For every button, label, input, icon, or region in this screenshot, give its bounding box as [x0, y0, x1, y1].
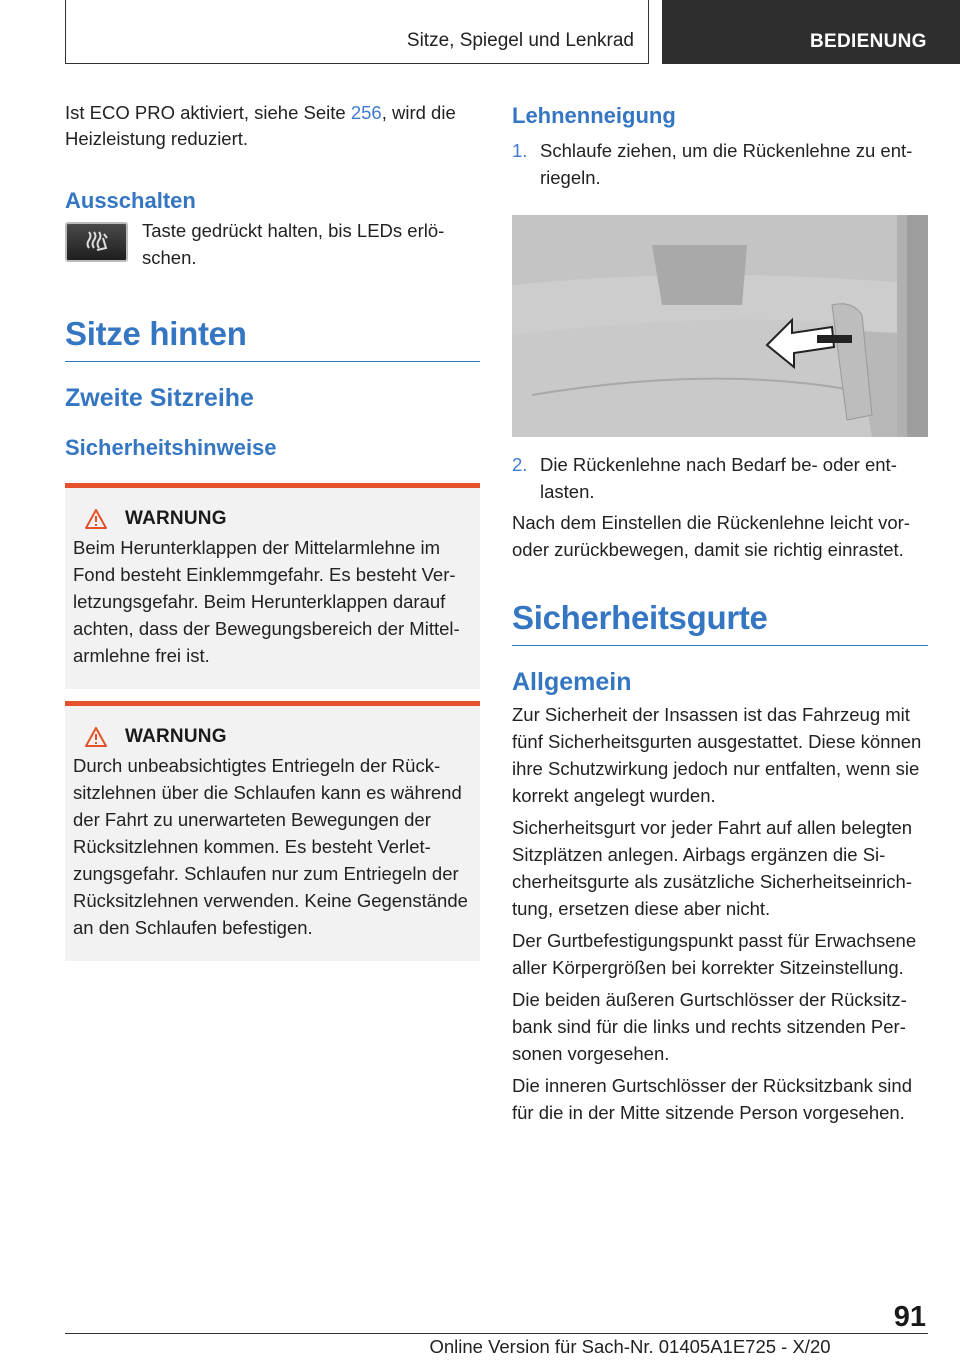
header-section-title: [65, 0, 649, 64]
eco-pro-paragraph: Ist ECO PRO aktiviert, siehe Seite 256, wird die Heizleistung reduziert.: [65, 102, 456, 149]
heading-sitze-hinten: Sitze hinten: [65, 315, 480, 362]
after-steps-paragraph: Nach dem Einstellen die Rückenlehne leicht vor- oder zurückbewegen, damit sie richtig einrastet.: [512, 512, 910, 560]
footer-version-text: Online Version für Sach-Nr. 01405A1E725 - X/20: [429, 1336, 831, 1357]
warning-header: [73, 726, 472, 748]
rear-seat-illustration-icon: [512, 215, 928, 437]
heading-sicherheitshinweise: Sicherheitshinweise: [65, 435, 277, 460]
warning-title: WARNUNG: [125, 508, 227, 529]
rear-seat-photo: [512, 215, 928, 437]
heading-ausschalten: Ausschalten: [65, 188, 196, 213]
step-number: 1.: [512, 140, 528, 161]
step-text: Schlaufe ziehen, um die Rückenlehne zu entriegeln.: [540, 140, 913, 188]
left-column: [65, 100, 480, 961]
right-column: [512, 100, 928, 1126]
step-1: [512, 137, 928, 191]
heading-zweite-sitzreihe: Zweite Sitzreihe: [65, 384, 254, 412]
heading-lehnenneigung: Lehnenneigung: [512, 103, 676, 128]
warning-box-backrest: [65, 701, 480, 961]
belt-paragraph-3: Der Gurtbefestigungspunkt passt für Erwachsene aller Körpergrößen bei korrekter Sitzeinstellung.: [512, 930, 917, 978]
warning-text: Beim Herunterklappen der Mittelarmlehne im Fond besteht Einklemmgefahr. Es besteht Verletzungsgefahr. Beim Herunterklappen darauf achten, dass der Bewegungsbereich der Mittelarmlehne frei ist.: [73, 537, 460, 666]
off-instruction-text: Taste gedrückt halten, bis LEDs erlöschen.: [142, 220, 445, 268]
footer-divider: [65, 1333, 928, 1334]
warning-header: [73, 508, 472, 530]
chapter-title: BEDIENUNG: [810, 31, 927, 52]
seat-heating-glyph-icon: [83, 230, 111, 254]
warning-triangle-icon: [85, 509, 107, 529]
step-2: [512, 451, 928, 505]
warning-triangle-icon: [85, 727, 107, 747]
heading-allgemein: Allgemein: [512, 668, 632, 696]
step-number: 2.: [512, 454, 528, 475]
warning-title: WARNUNG: [125, 726, 227, 747]
belt-paragraph-4: Die beiden äußeren Gurtschlösser der Rücksitzbank sind für die links und rechts sitzenden Personen vorgesehen.: [512, 989, 907, 1064]
heading-sicherheitsgurte: Sicherheitsgurte: [512, 599, 928, 646]
page-number: 91: [893, 1301, 926, 1333]
belt-paragraph-5: Die inneren Gurtschlösser der Rücksitzbank sind für die in der Mitte sitzende Person vorgesehen.: [512, 1075, 912, 1123]
step-text: Die Rückenlehne nach Bedarf be- oder entlasten.: [540, 454, 897, 502]
off-instruction: [65, 222, 480, 271]
section-title: Sitze, Spiegel und Lenkrad: [406, 30, 634, 51]
warning-text: Durch unbeabsichtigtes Entriegeln der Rücksitzlehnen über die Schlaufen kann es während der Fahrt zu unerwarteten Bewegungen der Rücksitzlehnen kommen. Es besteht Verletzungsgefahr. Schlaufen nur zum Entriegeln der Rücksitzlehnen verwenden. Keine Gegenstände an den Schlaufen befestigen.: [73, 755, 468, 938]
belt-paragraph-2: Sicherheitsgurt vor jeder Fahrt auf allen belegten Sitzplätzen anlegen. Airbags ergänzen die Sicherheitsgurte als zusätzliche Sicherheitseinrichtung, ersetzen diese aber nicht.: [512, 817, 913, 919]
page-link-256[interactable]: 256: [350, 102, 382, 123]
header-chapter-tab: [662, 0, 960, 64]
seat-heating-icon: [65, 222, 128, 262]
belt-paragraph-1: Zur Sicherheit der Insassen ist das Fahrzeug mit fünf Sicherheitsgurten ausgestattet. Diese können ihre Schutzwirkung jedoch nur entfalten, wenn sie korrekt angelegt wurden.: [512, 704, 922, 806]
warning-box-armrest: [65, 483, 480, 689]
